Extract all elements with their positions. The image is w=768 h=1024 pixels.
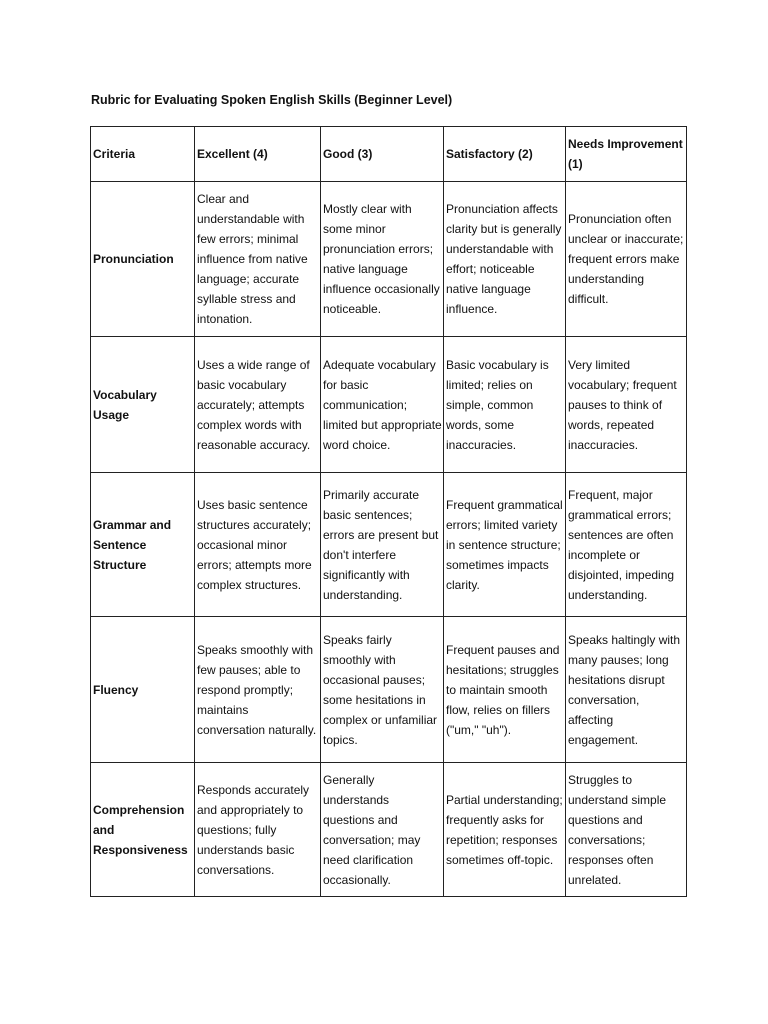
criterion-cell: Comprehension and Responsiveness (91, 763, 195, 897)
needs-improvement-cell: Very limited vocabulary; frequent pauses to think of words, repeated inaccuracies. (566, 337, 687, 473)
excellent-cell: Speaks smoothly with few pauses; able to respond promptly; maintains conversation naturally. (195, 617, 321, 763)
satisfactory-cell: Partial understanding; frequently asks for repetition; responses sometimes off-topic. (444, 763, 566, 897)
table-row (91, 182, 687, 337)
satisfactory-cell: Frequent grammatical errors; limited variety in sentence structure; sometimes impacts clarity. (444, 473, 566, 617)
good-cell: Speaks fairly smoothly with occasional pauses; some hesitations in complex or unfamiliar topics. (321, 617, 444, 763)
good-cell: Adequate vocabulary for basic communication; limited but appropriate word choice. (321, 337, 444, 473)
criterion-cell: Grammar and Sentence Structure (91, 473, 195, 617)
header-good: Good (3) (321, 127, 444, 182)
excellent-cell: Responds accurately and appropriately to questions; fully understands basic conversations. (195, 763, 321, 897)
satisfactory-cell: Pronunciation affects clarity but is generally understandable with effort; noticeable native language influence. (444, 182, 566, 337)
rubric-table (90, 126, 687, 897)
needs-improvement-cell: Pronunciation often unclear or inaccurate; frequent errors make understanding difficult. (566, 182, 687, 337)
needs-improvement-cell: Frequent, major grammatical errors; sentences are often incomplete or disjointed, impeding understanding. (566, 473, 687, 617)
table-row (91, 473, 687, 617)
criterion-cell: Vocabulary Usage (91, 337, 195, 473)
excellent-cell: Clear and understandable with few errors; minimal influence from native language; accurate syllable stress and intonation. (195, 182, 321, 337)
good-cell: Mostly clear with some minor pronunciation errors; native language influence occasionally noticeable. (321, 182, 444, 337)
excellent-cell: Uses basic sentence structures accurately; occasional minor errors; attempts more complex structures. (195, 473, 321, 617)
good-cell: Primarily accurate basic sentences; errors are present but don't interfere significantly with understanding. (321, 473, 444, 617)
needs-improvement-cell: Struggles to understand simple questions and conversations; responses often unrelated. (566, 763, 687, 897)
table-row (91, 617, 687, 763)
good-cell: Generally understands questions and conversation; may need clarification occasionally. (321, 763, 444, 897)
header-criteria: Criteria (91, 127, 195, 182)
document-title: Rubric for Evaluating Spoken English Skills (Beginner Level) (91, 93, 453, 107)
table-row (91, 763, 687, 897)
criterion-cell: Fluency (91, 617, 195, 763)
satisfactory-cell: Frequent pauses and hesitations; struggles to maintain smooth flow, relies on fillers ("um," "uh"). (444, 617, 566, 763)
table-row (91, 337, 687, 473)
header-excellent: Excellent (4) (195, 127, 321, 182)
header-satisfactory: Satisfactory (2) (444, 127, 566, 182)
needs-improvement-cell: Speaks haltingly with many pauses; long hesitations disrupt conversation, affecting engagement. (566, 617, 687, 763)
header-row (91, 127, 687, 182)
satisfactory-cell: Basic vocabulary is limited; relies on simple, common words, some inaccuracies. (444, 337, 566, 473)
header-needs-improvement: Needs Improvement (1) (566, 127, 687, 182)
excellent-cell: Uses a wide range of basic vocabulary accurately; attempts complex words with reasonable accuracy. (195, 337, 321, 473)
criterion-cell: Pronunciation (91, 182, 195, 337)
